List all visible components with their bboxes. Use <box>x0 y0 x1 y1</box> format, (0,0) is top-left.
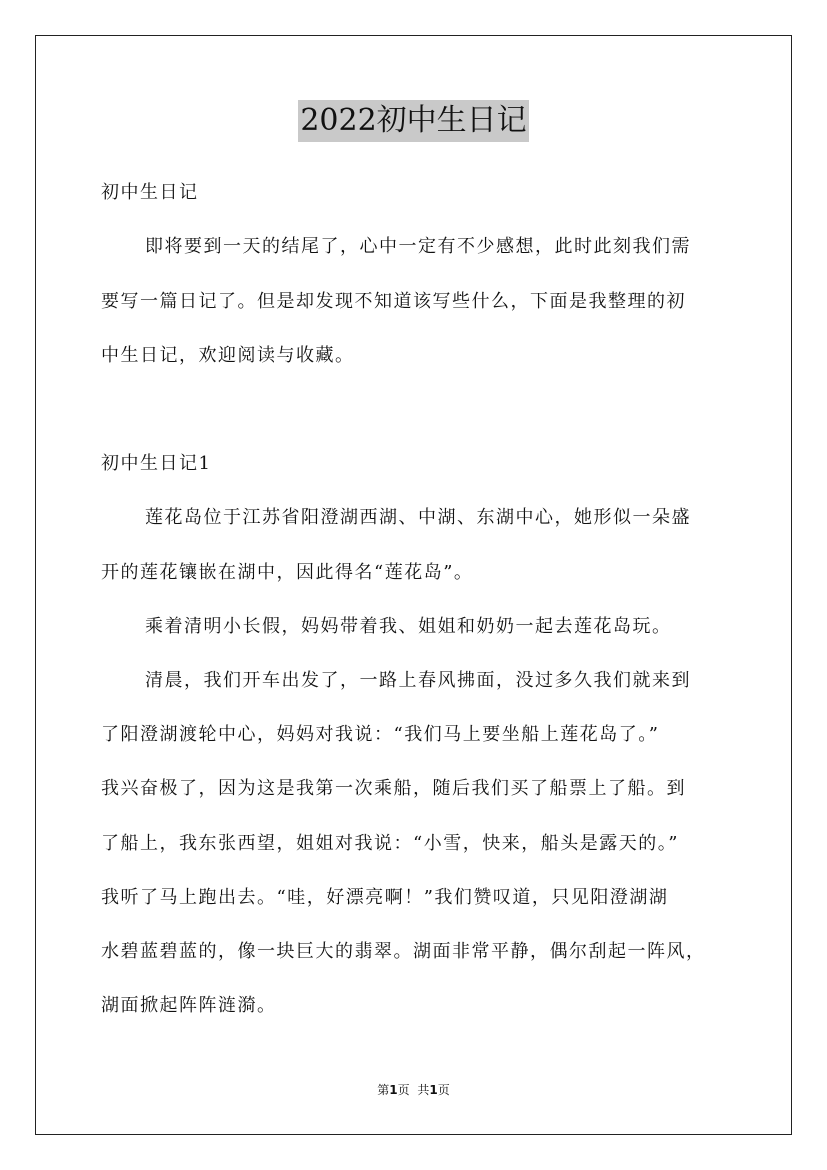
paragraph-line: 我兴奋极了，因为这是我第一次乘船，随后我们买了船票上了船。到 <box>101 778 686 799</box>
paragraph-line: 清晨，我们开车出发了，一路上春风拂面，没过多久我们就来到 <box>145 670 691 691</box>
paragraph-line: 我听了马上跑出去。“哇，好漂亮啊！”我们赞叹道，只见阳澄湖湖 <box>101 887 669 908</box>
footer-total-suffix: 页 <box>437 1083 450 1097</box>
paragraph-line: 水碧蓝碧蓝的，像一块巨大的翡翠。湖面非常平静，偶尔刮起一阵风， <box>101 941 706 962</box>
intro-line: 要写一篇日记了。但是却发现不知道该写些什么，下面是我整理的初 <box>101 291 686 312</box>
intro-heading: 初中生日记 <box>101 182 199 203</box>
footer-total-pages: 1 <box>429 1083 438 1097</box>
section-heading: 初中生日记1 <box>101 453 212 474</box>
paragraph-line: 乘着清明小长假，妈妈带着我、姐姐和奶奶一起去莲花岛玩。 <box>145 616 672 637</box>
paragraph-line: 开的莲花镶嵌在湖中，因此得名“莲花岛”。 <box>101 562 474 583</box>
footer-page-number: 1 <box>389 1083 398 1097</box>
paragraph-line: 湖面掀起阵阵涟漪。 <box>101 995 277 1016</box>
paragraph-line: 了船上，我东张西望，姐姐对我说：“小雪，快来，船头是露天的。” <box>101 833 679 854</box>
intro-line: 中生日记，欢迎阅读与收藏。 <box>101 345 355 366</box>
title-container <box>0 100 827 142</box>
intro-line: 即将要到一天的结尾了，心中一定有不少感想，此时此刻我们需 <box>145 236 691 257</box>
document-title: 2022初中生日记 <box>298 100 528 142</box>
paragraph-line: 了阳澄湖渡轮中心，妈妈对我说：“我们马上要坐船上莲花岛了。” <box>101 724 660 745</box>
footer-total-prefix: 共 <box>417 1083 430 1097</box>
footer-prefix: 第 <box>377 1083 390 1097</box>
footer-page-suffix: 页 <box>397 1083 410 1097</box>
page-footer <box>0 1082 827 1098</box>
paragraph-line: 莲花岛位于江苏省阳澄湖西湖、中湖、东湖中心，她形似一朵盛 <box>145 507 691 528</box>
